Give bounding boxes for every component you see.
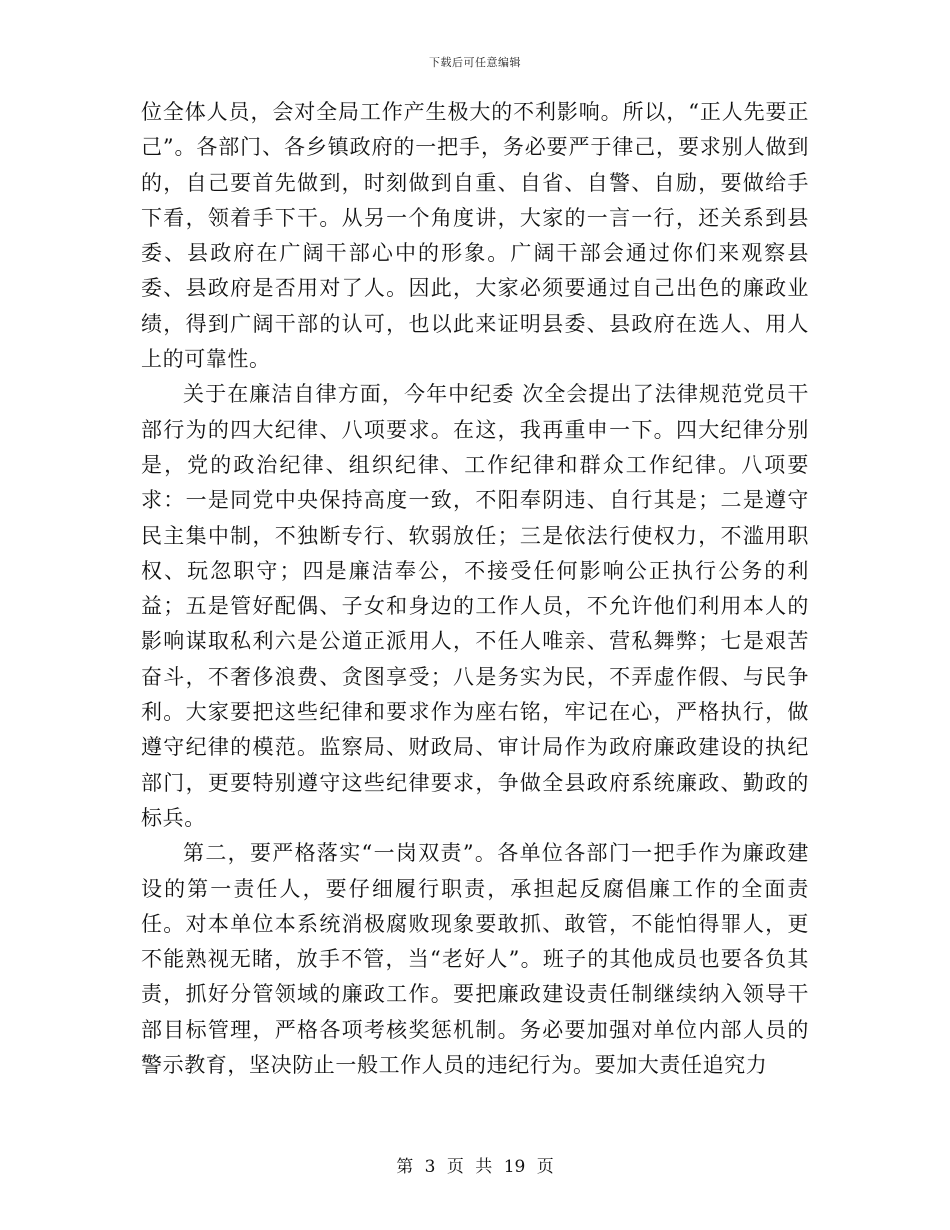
paragraph-1: 位全体人员，会对全局工作产生极大的不利影响。所以，“正人先要正己”。各部门、各乡镇政府的一把手，务必要严于律己，要求别人做到的，自己要首先做到，时刻做到自重、自省、自警、自励，要做给手下看，领着手下干。从另一个角度讲，大家的一言一行，还关系到县委、县政府在广阔干部心中的形象。广阔干部会通过你们来观察县委、县政府是否用对了人。因此，大家必须要通过自己出色的廉政业绩，得到广阔干部的认可，也以此来证明县委、县政府在选人、用人上的可靠性。 (141, 100, 809, 372)
document-body (141, 95, 809, 1083)
page-number-footer: 第 3 页 共 19 页 (396, 1157, 554, 1177)
page-header-note: 下载后可任意编辑 (429, 56, 521, 69)
paragraph-2: 关于在廉洁自律方面，今年中纪委 次全会提出了法律规范党员干部行为的四大纪律、八项要求。在这，我再重申一下。四大纪律分别是，党的政治纪律、组织纪律、工作纪律和群众工作纪律。八项要求：一是同党中央保持高度一致，不阳奉阴违、自行其是；二是遵守民主集中制，不独断专行、软弱放任；三是依法行使权力，不滥用职权、玩忽职守；四是廉洁奉公，不接受任何影响公正执行公务的利益；五是管好配偶、子女和身边的工作人员，不允许他们利用本人的影响谋取私利六是公道正派用人，不任人唯亲、营私舞弊；七是艰苦奋斗，不奢侈浪费、贪图享受；八是务实为民，不弄虚作假、与民争利。大家要把这些纪律和要求作为座右铭，牢记在心，严格执行，做遵守纪律的模范。监察局、财政局、审计局作为政府廉政建设的执纪部门，更要特别遵守这些纪律要求，争做全县政府系统廉政、勤政的标兵。 (141, 382, 809, 830)
paragraph-3: 第二，要严格落实“一岗双责”。各单位各部门一把手作为廉政建设的第一责任人，要仔细履行职责，承担起反腐倡廉工作的全面责任。对本单位本系统消极腐败现象要敢抓、敢管，不能怕得罪人，更不能熟视无睹，放手不管，当“老好人”。班子的其他成员也要各负其责，抓好分管领域的廉政工作。要把廉政建设责任制继续纳入领导干部目标管理，严格各项考核奖惩机制。务必要加强对单位内部人员的警示教育，坚决防止一般工作人员的违纪行为。要加大责任追究力 (141, 841, 809, 1078)
